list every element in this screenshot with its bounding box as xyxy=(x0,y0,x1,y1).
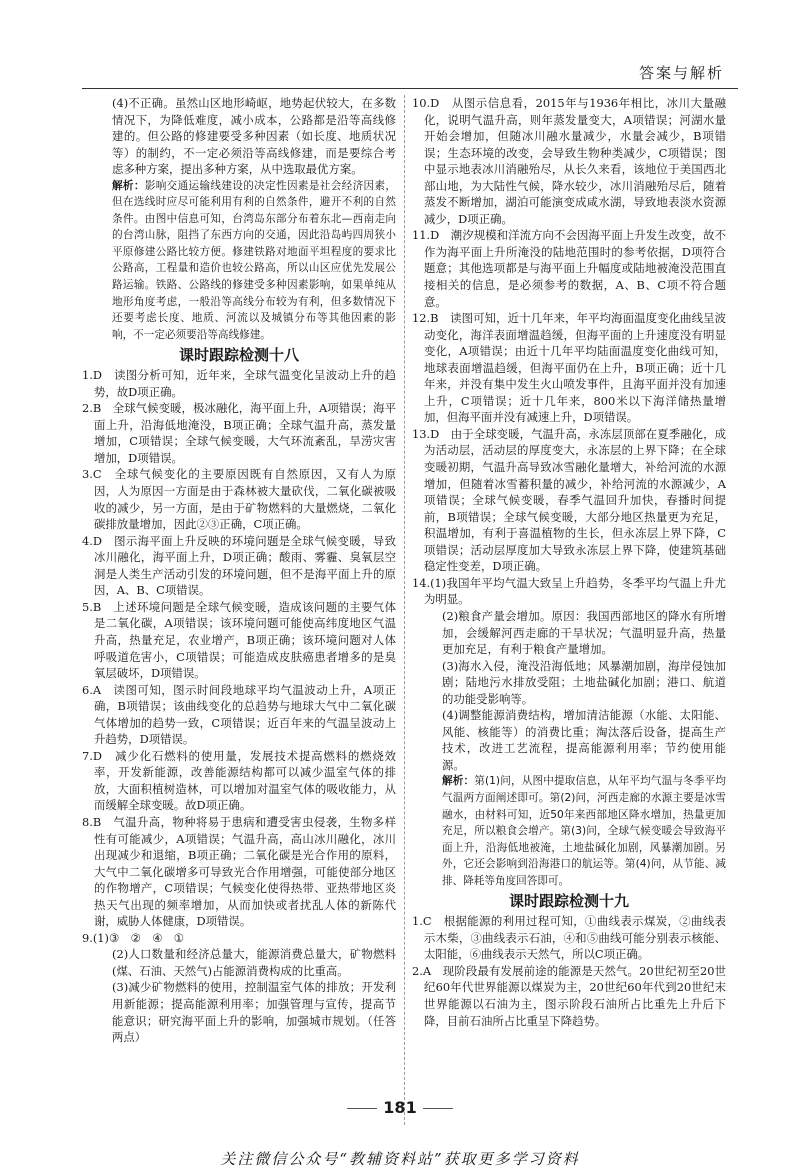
section-title-18: 课时跟踪检测十八 xyxy=(178,346,299,365)
header-title: 答案与解析 xyxy=(638,64,724,82)
explain-text: 第(1)问，从图中提取信息，从年平均气温与冬季平均气温两方面阐述即可。第(2)问，河西走廊的水源主要是冰雪融水，由材料可知，近50年来西部地区降水增加，热量更加充足，所以粮食会增产。第(3)问，全球气候变暖会导致海平面上升，沿海低地被淹，土地盐碱化加剧，风暴潮加剧。另外，它还会影响到沿海港口的航运等。第(4)问，从节能、减排、降耗等角度回答即可。 xyxy=(442,775,726,887)
answer-item: 2.A 现阶段最有发展前途的能源是天然气。20世纪初至20世纪60年代世界能源以煤炭为主，20世纪60年代到20世纪末世界能源以石油为主，图示阶段石油所占比重先上升后下降，目前石油所占比重呈下降趋势。 xyxy=(412,963,726,1028)
answer-item: 3.C 全球气候变化的主要原因既有自然原因，又有人为原因，人为原因一方面是由于森林被大量砍伐，二氧化碳被吸收的减少，另一方面，是由于矿物燃料的大量燃烧，二氧化碳排放量增加，因此②③正确，C项正确。 xyxy=(82,467,396,532)
explain-text: 影响交通运输线建设的决定性因素是社会经济因素，但在选线时应尽可能利用有利的自然条件，避开不利的自然条件。由图中信息可知，台湾岛东部分布着东北—西南走向的台湾山脉，阻挡了东西方向的交通，因此沿岛屿四周狭小平原修建公路比较方便。修建铁路对地面平坦程度的要求比公路高，工程量和造价也较公路高，所以山区应优先发展公路运输。铁路、公路线的修建受多种因素影响，如果单纯从地形角度考虑，一般沿等高线分布较为有利，但多数情况下还要考虑长度、地质、河流以及城镇分布等其他因素的影响，不一定必须要沿等高线修建。 xyxy=(112,179,397,341)
explanation-paragraph xyxy=(412,773,726,889)
right-column xyxy=(412,95,726,1029)
left-column xyxy=(82,95,396,1046)
answer-paragraph: (4)不正确。虽然山区地形崎岖，地势起伏较大，在多数情况下，为降低难度，减小成本，公路都是沿等高线修建的。但公路的修建要受多种因素（如长度、地质状况等）的制约，不一定必须沿等高线修建，而是要综合考虑多种方案，提出多种方案，从中选取最优方案。 xyxy=(112,96,396,177)
answer-item: 4.D 图示海平面上升反映的环境问题是全球气候变暖，导致冰川融化，海平面上升，D项正确；酸雨、雾霾、臭氧层空洞是人类生产活动引发的环境问题，但不是海平面上升的原因，A、B、C项错误。 xyxy=(82,533,396,598)
column-divider xyxy=(404,95,405,1125)
answer-item: 5.B 上述环境问题是全球气候变暖，造成该问题的主要气体是二氧化碳，A项错误；该环境问题可能使高纬度地区气温升高，热量充足，农业增产，B项正确；该环境问题对人体呼吸道危害小，C项错误；可能造成皮肤癌患者增多的是臭氧层破坏，D项错误。 xyxy=(82,599,396,681)
answer-item: 7.D 减少化石燃料的使用量，发展技术提高燃料的燃烧效率，开发新能源，改善能源结构都可以减少温室气体的排放，大面积植树造林，可以增加对温室气体的吸收能力，从而缓解全球变暖。故D项正确。 xyxy=(82,748,396,813)
answer-item: 8.B 气温升高，物种将易于患病和遭受害虫侵袭，生物多样性有可能减少，A项错误；气温升高，高山冰川融化，冰川出现减少和退缩，B项正确；二氧化碳是光合作用的原料，大气中二氧化碳增多可导致光合作用增强，可能使部分地区的作物增产，C项错误；气候变化使得热带、亚热带地区炎热天气出现的频率增加，从而加快或者扰乱人体的新陈代谢，威胁人体健康，D项错误。 xyxy=(82,814,396,929)
answer-item: 13.D 由于全球变暖，气温升高，永冻层顶部在夏季融化，成为活动层，活动层的厚度变大，永冻层的上界下降；在全球变暖初期，气温升高导致冰雪融化量增大，补给河流的水源增加，但随着冰雪蓄积量的减少，补给河流的水源减少，A项错误；全球气候变暖，春季气温回升加快，春播时间提前，B项错误；全球气候变暖，大部分地区热量更为充足，积温增加，有利于喜温植物的生长，但永冻层上界下降，C项错误；活动层厚度加大导致永冻层上界下降，使建筑基础稳定性变差，D项正确。 xyxy=(412,426,726,574)
explain-label: 解析： xyxy=(442,775,475,788)
page-number xyxy=(0,1098,800,1117)
answer-item: 1.D 读图分析可知，近年来，全球气温变化呈波动上升的趋势，故D项正确。 xyxy=(82,368,396,399)
answer-item: 9.(1)③ ② ④ ① xyxy=(82,930,185,945)
page-number-dash xyxy=(347,1108,377,1109)
footer-note: 关注微信公众号“教辅资料站”获取更多学习资料 xyxy=(220,1150,580,1168)
answer-item: 10.D 从图示信息看，2015年与1936年相比，冰川大量融化，说明气温升高，则年蒸发量变大，A项错误；河湖水量开始会增加，但随冰川融水量减少，水量会减少，B项错误；生态环境的改变，会导致生物种类减少，C项错误；图中显示地表冰川消融殆尽，从长久来看，该地位于美国西北部山地，为大陆性气候，降水较少，冰川消融殆尽后，随着蒸发不断增加，湖泊可能演变成咸水湖，导致地表淡水资源减少，D项正确。 xyxy=(412,96,726,226)
answer-item: 14.(1)我国年平均气温大致呈上升趋势，冬季平均气温上升尤为明显。 xyxy=(412,575,726,607)
section-title-19: 课时跟踪检测十九 xyxy=(508,892,629,911)
page-number-text: 181 xyxy=(383,1098,417,1117)
answer-subitem: (3)海水入侵，淹没沿海低地；风暴潮加剧，海岸侵蚀加剧；陆地污水排放受阻；土地盐碱化加剧；港口、航道的功能受影响等。 xyxy=(442,658,726,706)
answer-subitem: (3)减少矿物燃料的使用，控制温室气体的排放；开发利用新能源；提高能源利用率；加强管理与宣传，提高节能意识；研究海平面上升的影响，加强城市规划。（任答两点） xyxy=(112,980,396,1045)
answer-subitem: (4)调整能源消费结构，增加清洁能源（水能、太阳能、风能、核能等）的消费比重；淘汰落后设备，提高生产技术，改进工艺流程，提高能源利用率；节约使用能源。 xyxy=(442,708,726,772)
answer-item: 2.B 全球气候变暖，极冰融化，海平面上升，A项错误；海平面上升，沿海低地淹没，B项正确；全球气温升高，蒸发量增加，C项错误；全球气候变暖，大气环流紊乱，旱涝灾害增加，D项错误。 xyxy=(82,401,396,465)
explain-label: 解析： xyxy=(112,179,145,192)
answer-item: 6.A 读图可知，图示时间段地球平均气温波动上升，A项正确，B项错误；该曲线变化的总趋势与地球大气中二氧化碳气体增加的趋势一致，C项错误；近百年来的气温呈波动上升趋势，D项错误。 xyxy=(82,682,396,747)
header-rule xyxy=(82,88,738,89)
answer-item: 12.B 读图可知，近十几年来，年平均海面温度变化曲线呈波动变化，海洋表面增温趋缓，但海平面的上升速度没有明显变化，A项错误；由近十几年平均陆面温度变化曲线可知，地球表面增温趋缓，但海平面仍在上升，B项正确；近十几年来，并没有集中发生火山喷发事件，且海平面并没有加速上升，C项错误；近十几年来，800米以下海洋储热量增加，但海平面并没有减速上升，D项错误。 xyxy=(412,311,726,425)
page-number-dash xyxy=(423,1108,453,1109)
explanation-paragraph xyxy=(82,178,396,343)
answer-subitem: (2)人口数量和经济总量大，能源消费总量大，矿物燃料(煤、石油、天然气)占能源消费构成的比重高。 xyxy=(112,947,396,978)
answer-item: 11.D 潮汐规模和洋流方向不会因海平面上升发生改变，故不作为海平面上升所淹没的陆地范围时的参考依据，D项符合题意；其他选项都是与海平面上升幅度或陆地被淹没范围直接相关的信息，是必须参考的数据，A、B、C项不符合题意。 xyxy=(412,228,726,309)
answer-item: 1.C 根据能源的利用过程可知，①曲线表示煤炭，②曲线表示木柴，③曲线表示石油，④和⑤曲线可能分别表示核能、太阳能，⑥曲线表示天然气，所以C项正确。 xyxy=(412,914,726,962)
answer-subitem: (2)粮食产量会增加。原因：我国西部地区的降水有所增加，会缓解河西走廊的干旱状况；气温明显升高，热量更加充足，有利于粮食产量增加。 xyxy=(442,608,726,657)
